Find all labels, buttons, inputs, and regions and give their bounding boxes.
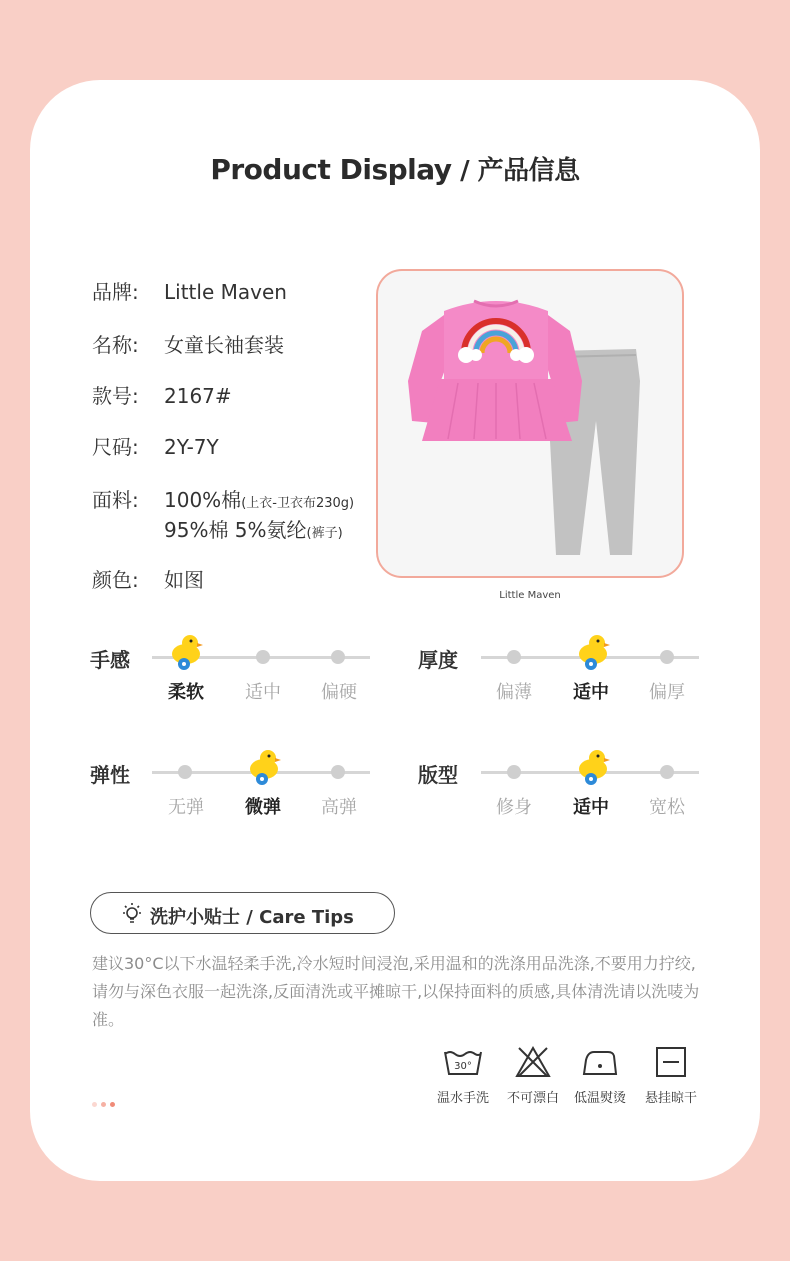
pagination-dots (92, 1092, 119, 1111)
svg-text:30°: 30° (454, 1061, 472, 1072)
spec-brand: 品牌: Little Maven (92, 280, 287, 304)
gauge-option: 偏厚 (649, 682, 685, 703)
care-label: 温水手洗 (436, 1091, 489, 1106)
low-iron-icon (580, 1046, 620, 1078)
gauge-dot (507, 650, 521, 664)
gauge-dot (660, 765, 674, 779)
spec-color: 颜色: 如图 (92, 568, 204, 592)
gauge-option: 修身 (496, 797, 532, 818)
gauge-label-feel: 手感 (90, 648, 130, 672)
gauge-option: 偏硬 (321, 682, 357, 703)
gauge-dot (331, 765, 345, 779)
duck-marker-icon (246, 747, 282, 787)
duck-marker-icon (575, 632, 611, 672)
care-label: 不可漂白 (506, 1091, 559, 1106)
gauge-label-elasticity: 弹性 (90, 763, 130, 787)
page-title: Product Display / 产品信息 (210, 153, 580, 186)
gauge-option: 高弹 (321, 797, 357, 818)
gauge-option-selected: 柔软 (168, 682, 204, 703)
wash-30-icon (443, 1046, 483, 1078)
care-tips-text: 建议30°C以下水温轻柔手洗,冷水短时间浸泡,采用温和的洗涤用品洗涤,不要用力拧绞,请勿与深色衣服一起洗涤,反面清洗或平摊晾干,以保持面料的质感,具体清洗请以洗唛为准。 (92, 954, 700, 1029)
outfit-illustration (378, 271, 682, 576)
spec-size: 尺码: 2Y-7Y (92, 435, 219, 459)
no-bleach-icon (513, 1046, 553, 1078)
gauge-option: 偏薄 (496, 682, 532, 703)
gauge-label-fit: 版型 (418, 763, 458, 787)
duck-marker-icon (168, 632, 204, 672)
gauge-option: 无弹 (168, 797, 204, 818)
gauge-dot (660, 650, 674, 664)
gauge-option-selected: 适中 (573, 797, 609, 818)
lightbulb-icon (120, 902, 144, 930)
gauge-dot (178, 765, 192, 779)
gauge-option-selected: 适中 (573, 682, 609, 703)
care-label: 悬挂晾干 (644, 1091, 697, 1106)
gauge-label-thickness: 厚度 (418, 648, 458, 672)
gauge-option: 适中 (245, 682, 281, 703)
gauge-dot (331, 650, 345, 664)
spec-style: 款号: 2167# (92, 384, 232, 408)
product-photo (376, 269, 684, 578)
gauge-option-selected: 微弹 (245, 797, 281, 818)
hang-dry-icon (651, 1046, 691, 1078)
care-label: 低温熨烫 (573, 1091, 626, 1106)
gauge-dot (256, 650, 270, 664)
photo-caption: Little Maven (499, 590, 561, 601)
gauge-option: 宽松 (649, 797, 685, 818)
duck-marker-icon (575, 747, 611, 787)
gauge-dot (507, 765, 521, 779)
spec-fabric: 面料: 100%棉(上衣-卫衣布230g) (92, 488, 355, 512)
spec-fabric-line2: 95%棉 5%氨纶(裤子) (164, 518, 343, 542)
care-tips-heading: 洗护小贴士 / Care Tips (150, 907, 354, 928)
spec-name: 名称: 女童长袖套装 (92, 333, 284, 357)
